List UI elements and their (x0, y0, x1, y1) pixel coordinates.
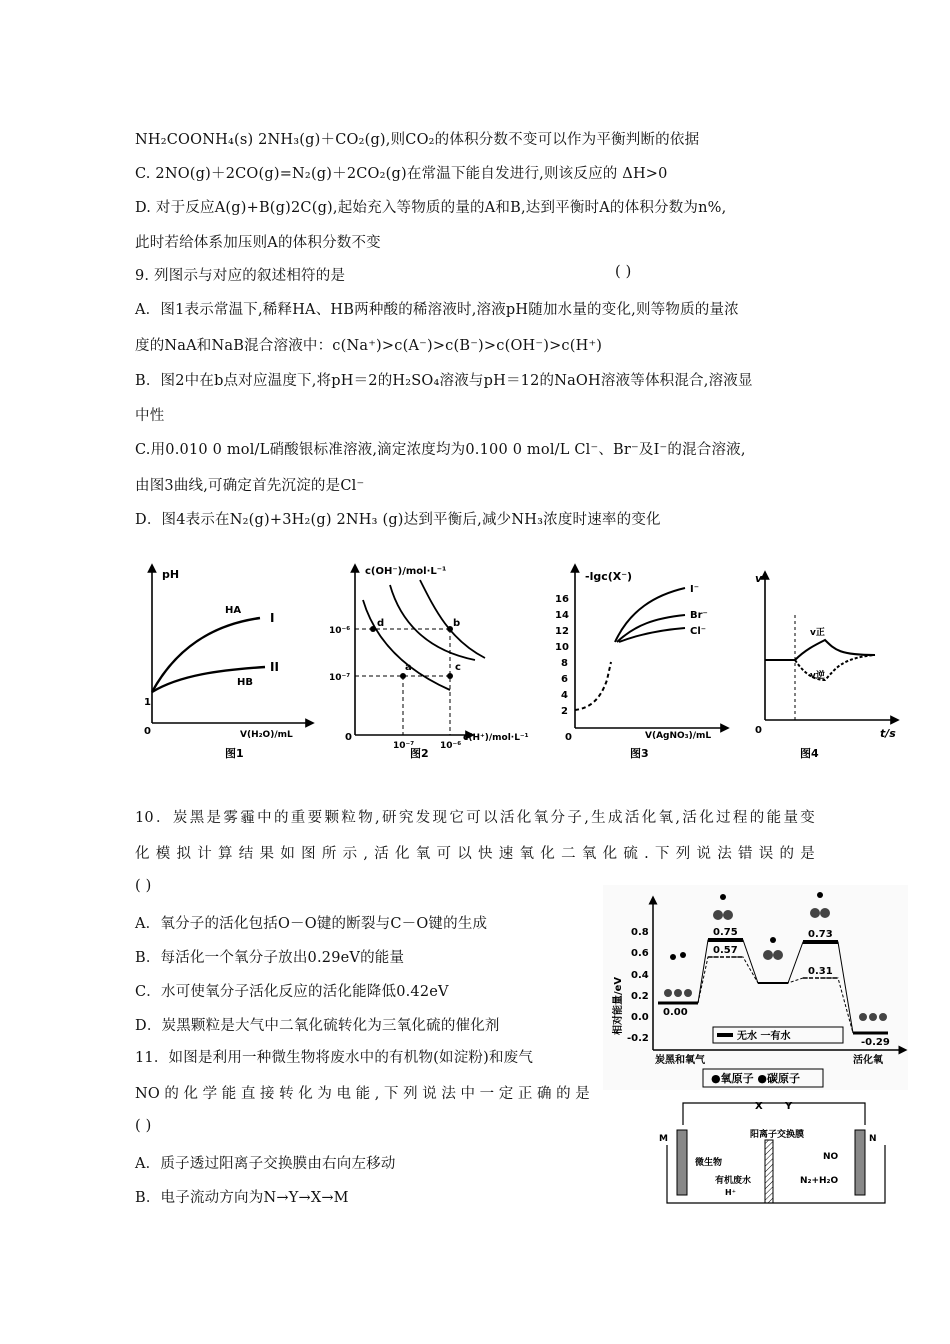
option-b: B．每活化一个氧分子放出0.29eV的能量 (135, 950, 405, 966)
figure-caption: 图2 (410, 747, 429, 760)
legend-text: 无水 一有水 (737, 1031, 791, 1042)
electrode-label-m: M (659, 1134, 668, 1144)
atom-icon (720, 894, 726, 900)
electrode-m (677, 1130, 687, 1195)
curve-label: v逆 (810, 671, 825, 681)
x-start-label: 炭黑和氧气 (655, 1055, 705, 1066)
y-tick: -0.2 (627, 1033, 649, 1044)
atom-icon (713, 910, 723, 920)
electrode-n (855, 1130, 865, 1195)
y-label: 相对能量/eV (613, 976, 624, 1035)
atom-icon (869, 1013, 877, 1021)
atom-icon (664, 989, 672, 997)
ion-exchange-membrane (765, 1140, 773, 1203)
question-9: 9. 列图示与对应的叙述相符的是 (135, 268, 346, 284)
curve-label: I⁻ (690, 584, 699, 595)
atom-icon (684, 989, 692, 997)
product-label: N₂+H₂O (800, 1176, 839, 1186)
origin-label: 0 (144, 726, 151, 737)
y-tick: 0.8 (631, 927, 649, 938)
x-label: t/s (880, 727, 896, 740)
atoms-legend: ●氧原子 ●碳原子 (711, 1072, 801, 1085)
membrane-label: 阳离子交换膜 (750, 1130, 805, 1140)
curve-label: HB (237, 677, 253, 688)
point-label: b (453, 618, 461, 629)
point-a (400, 673, 406, 679)
y-tick: 4 (561, 690, 568, 701)
option-a: A．氧分子的活化包括O－O键的断裂与C－O键的生成 (135, 916, 488, 932)
curve-label: v正 (810, 628, 825, 638)
microbe-label: 微生物 (695, 1158, 723, 1168)
atom-icon (859, 1013, 867, 1021)
atom-icon (674, 989, 682, 997)
text-line: 中性 (135, 408, 165, 424)
y-tick: 0.4 (631, 970, 649, 981)
text-line: 化模拟计算结果如图所示,活化氧可以快速氧化二氧化硫.下列说法错误的是 (135, 846, 815, 862)
external-wire (683, 1103, 865, 1125)
curve-label: I (270, 611, 275, 625)
point-label: a (405, 662, 412, 673)
y-label: -lgc(X⁻) (585, 570, 633, 583)
point-label: c (455, 662, 461, 673)
isotherm-curve (390, 585, 475, 660)
level-label: 0.00 (663, 1007, 688, 1018)
point-label: d (377, 618, 385, 629)
y-tick: 0.2 (631, 991, 649, 1002)
y-label: c(OH⁻)/mol·L⁻¹ (365, 566, 447, 577)
curve-dashed (575, 662, 611, 710)
origin-label: 0 (565, 732, 572, 743)
answer-paren: ( ) (135, 878, 152, 894)
no-label: NO (823, 1152, 839, 1162)
level-label: -0.29 (861, 1037, 890, 1048)
y-tick: 0.6 (631, 948, 649, 959)
atom-icon (670, 954, 676, 960)
option-a: A．质子透过阳离子交换膜由右向左移动 (135, 1156, 396, 1172)
y-tick: 10 (555, 642, 569, 653)
y-tick: 8 (561, 658, 568, 669)
level-label: 0.75 (713, 927, 738, 938)
level-label: 0.31 (808, 966, 833, 977)
atom-icon (879, 1013, 887, 1021)
x-label: c(H⁺)/mol·L⁻¹ (463, 733, 529, 743)
answer-paren: ( ) (615, 264, 632, 280)
figure-1 (140, 560, 315, 765)
electrode-label-n: N (869, 1134, 877, 1144)
option-b: B．图2中在b点对应温度下,将pH＝2的H₂SO₄溶液与pH＝12的NaOH溶液等体积混合,溶液显 (135, 373, 753, 389)
energy-diagram (603, 885, 908, 1090)
x-label: V(H₂O)/mL (240, 730, 293, 740)
wire-label-y: Y (785, 1101, 793, 1112)
y-tick: 0.0 (631, 1012, 649, 1023)
y-tick: 6 (561, 674, 568, 685)
proton-label: H⁺ (725, 1188, 736, 1197)
option-c: C.用0.010 0 mol/L硝酸银标准溶液,滴定浓度均为0.100 0 mol/L Cl⁻、Br⁻及I⁻的混合溶液, (135, 442, 746, 458)
curve-cl (619, 628, 685, 642)
question-11: 11．如图是利用一种微生物将废水中的有机物(如淀粉)和废气 (135, 1050, 534, 1066)
question-10: 10．炭黑是雾霾中的重要颗粒物,研究发现它可以活化氧分子,生成活化氧,活化过程的能量变 (135, 810, 815, 826)
figure-4 (745, 560, 905, 765)
y-label: v (755, 572, 763, 585)
option-a: A．图1表示常温下,稀释HA、HB两种酸的稀溶液时,溶液pH随加水量的变化,则等物质的量浓 (135, 302, 739, 318)
wire-label-x: X (755, 1101, 763, 1112)
curve-label: Cl⁻ (690, 626, 707, 637)
curve-label: II (270, 660, 279, 674)
atom-icon (723, 910, 733, 920)
figure-caption: 图4 (800, 747, 819, 760)
figure-caption: 图1 (225, 747, 244, 760)
atom-icon (680, 952, 686, 958)
option-c: C. 2NO(g)＋2CO(g)=N₂(g)＋2CO₂(g)在常温下能自发进行,则该反应的 ΔH>0 (135, 166, 668, 182)
origin-label: 0 (755, 725, 762, 736)
level-label: 0.73 (808, 929, 833, 940)
text-line: NO的化学能直接转化为电能,下列说法中一定正确的是 (135, 1086, 590, 1102)
option-d: D．炭黑颗粒是大气中二氧化硫转化为三氧化硫的催化剂 (135, 1018, 500, 1034)
atom-icon (810, 908, 820, 918)
option-d: D．图4表示在N₂(g)+3H₂(g) 2NH₃ (g)达到平衡后,减少NH₃浓度时速率的变化 (135, 512, 661, 528)
waste-label: 有机废水 (715, 1176, 752, 1186)
level-label: 0.57 (713, 945, 738, 956)
atom-icon (763, 950, 773, 960)
atom-icon (817, 892, 823, 898)
figure-3 (545, 560, 735, 765)
text-line: 由图3曲线,可确定首先沉淀的是Cl⁻ (135, 478, 365, 494)
text-line: 度的NaA和NaB混合溶液中：c(Na⁺)>c(A⁻)>c(B⁻)>c(OH⁻)>c(H⁺) (135, 338, 603, 354)
y-tick: 16 (555, 594, 569, 605)
start-value: 1 (144, 697, 151, 708)
figure-2 (325, 560, 550, 765)
origin-label: 0 (345, 732, 352, 743)
atom-icon (773, 950, 783, 960)
atom-icon (820, 908, 830, 918)
x-end-label: 活化氧 (853, 1055, 883, 1066)
option-d: D. 对于反应A(g)+B(g)2C(g),起始充入等物质的量的A和B,达到平衡时A的体积分数为n%, (135, 200, 727, 216)
x-tick: 10⁻⁶ (440, 741, 462, 751)
option-b: B．电子流动方向为N→Y→X→M (135, 1190, 349, 1206)
figure-caption: 图3 (630, 747, 649, 760)
x-label: V(AgNO₃)/mL (645, 731, 712, 741)
y-tick: 10⁻⁷ (329, 673, 351, 683)
y-tick: 2 (561, 706, 568, 717)
y-label: pH (162, 568, 180, 581)
v-forward-curve (795, 640, 875, 660)
point-c (447, 673, 453, 679)
text-line: NH₂COONH₄(s) 2NH₃(g)＋CO₂(g),则CO₂的体积分数不变可以作为平衡判断的依据 (135, 132, 700, 148)
y-tick: 12 (555, 626, 569, 637)
curve-label: HA (225, 605, 242, 616)
option-c: C．水可使氧分子活化反应的活化能降低0.42eV (135, 984, 449, 1000)
answer-paren: ( ) (135, 1118, 152, 1134)
atom-icon (770, 937, 776, 943)
v-reverse-curve (795, 655, 875, 680)
cell-container (667, 1145, 885, 1203)
curve-label: Br⁻ (690, 610, 708, 621)
y-tick: 10⁻⁶ (329, 626, 351, 636)
point-d (370, 626, 376, 632)
cell-diagram (655, 1095, 895, 1207)
text-line: 此时若给体系加压则A的体积分数不变 (135, 235, 381, 251)
y-tick: 14 (555, 610, 569, 621)
x-tick: 10⁻⁷ (393, 741, 415, 751)
